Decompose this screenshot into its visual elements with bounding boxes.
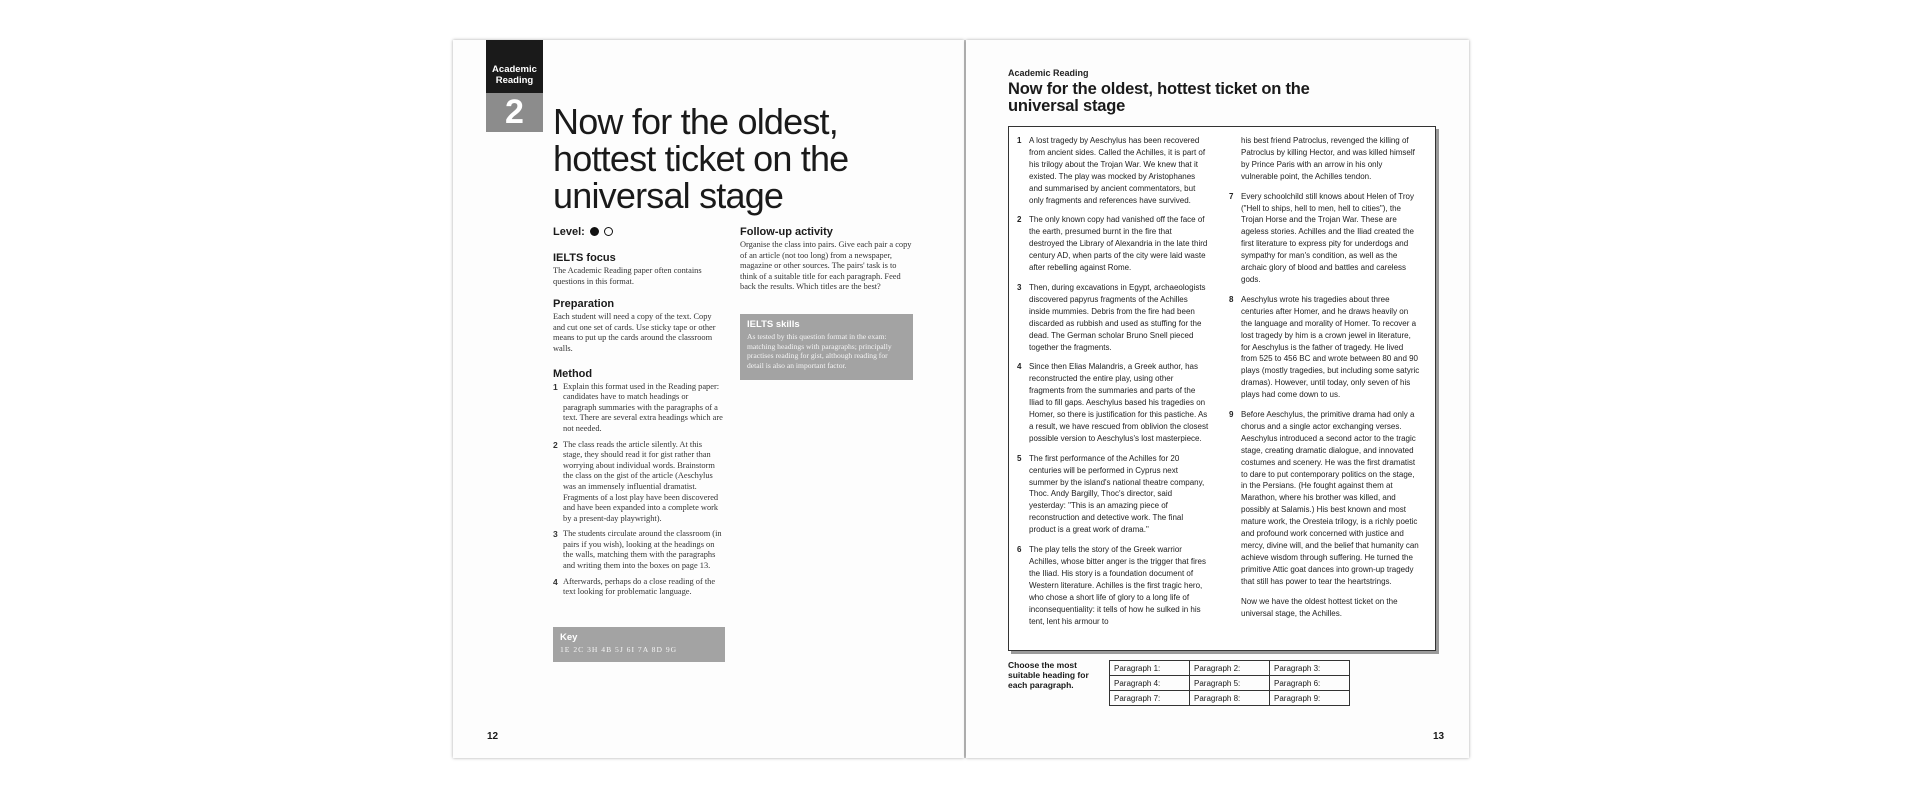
key-heading: Key bbox=[560, 632, 578, 643]
section-number: 2 bbox=[486, 93, 543, 132]
article-paragraph: 3 Then, during excavations in Egypt, archaeologists discovered papyrus fragments of the Achilles inside mummies. Debris from the fire had been discarded as rubbish and used as stuffing for the dead. The German scholar Bruno Snell pieced together the fragments. bbox=[1017, 282, 1206, 352]
level-dot-empty-icon bbox=[604, 227, 613, 236]
answer-cell[interactable]: Paragraph 2: bbox=[1190, 661, 1270, 676]
article-paragraph: 6 The play tells the story of the Greek warrior Achilles, whose bitter anger is the trigger that fires the Iliad. His story is a foundation document of Western literature. Achilles is the first tragic hero, who chose a short life of glory to a long life of inconsequentiality: it tells of how he sulked in his tent, lent his armour to bbox=[1017, 545, 1206, 626]
article-continuation: his best friend Patroclus, revenged the killing of Patroclus by killing Hector, and was killed himself by Prince Paris with an arrow in his only vulnerable point, the Achilles tendon. bbox=[1241, 136, 1415, 181]
right-column bbox=[740, 226, 914, 293]
page-number-right: 13 bbox=[1433, 731, 1445, 742]
ielts-skills-box bbox=[740, 314, 913, 380]
page-title: Now for the oldest, hottest ticket on the universal stage bbox=[553, 101, 849, 216]
article-title: Now for the oldest, hottest ticket on the universal stage bbox=[1008, 80, 1310, 115]
answer-cell[interactable]: Paragraph 9: bbox=[1270, 691, 1350, 706]
article-column-right bbox=[1229, 135, 1421, 627]
answer-cell[interactable]: Paragraph 1: bbox=[1110, 661, 1190, 676]
answer-cell[interactable]: Paragraph 3: bbox=[1270, 661, 1350, 676]
method-step: 1 Explain this format used in the Reading paper: candidates have to match headings or paragraph summaries with the paragraphs of a text. There are several extra headings which are not needed. bbox=[553, 381, 723, 433]
article-closing: Now we have the oldest hottest ticket on the universal stage, the Achilles. bbox=[1241, 596, 1398, 618]
article-box bbox=[1008, 126, 1436, 651]
page-number-left: 12 bbox=[487, 731, 499, 742]
article-paragraph: 7 Every schoolchild still knows about Helen of Troy ("Hell to ships, hell to men, hell to cities"), the Trojan Horse and the Trojan War. These are ageless stories. Achilles and the Iliad created the first literature to express pity for underdogs and sympathy for man's condition, as well as the archaic glory of blood and battles and careless gods. bbox=[1229, 191, 1414, 284]
table-row bbox=[1110, 676, 1350, 691]
key-box bbox=[553, 627, 725, 662]
table-row bbox=[1110, 661, 1350, 676]
article-paragraph: 8 Aeschylus wrote his tragedies about three centuries after Homer, and he draws heavily on the language and morality of Homer. To recover a lost tragedy by him is a crown jewel in literature, for Aeschylus is the father of tragedy. He lived from 525 to 456 BC and wrote between 80 and 90 plays (mostly tragedies, but including some satyric dramas). However, until today, only seven of his plays had come down to us. bbox=[1229, 294, 1420, 400]
article-paragraph: 9 Before Aeschylus, the primitive drama had only a chorus and a single actor exchanging verses. Aeschylus introduced a second actor to the tragic stage, creating dramatic dialogue, and innovated costumes and scenery. He was the first dramatist to dare to put contemporary politics on the stage, in the Persians. (He fought against them at Marathon, where his brother was killed, and possibly at Salamis.) His best known and most mature work, the Oresteia trilogy, is a richly poetic and profound work concerned with justice and mercy, divine will, and the belief that humanity can achieve wisdom through suffering. He turned the primitive Attic goat dances into grown-up tragedy that still has power to tear the heartstrings. bbox=[1229, 410, 1419, 586]
reading-subtitle: Academic Reading bbox=[1008, 68, 1089, 78]
level-row: Level: bbox=[553, 226, 723, 238]
method-step: 3 The students circulate around the classroom (in pairs if you wish), looking at the headings on the walls, matching them with the paragraphs and writing them into the boxes on page 13. bbox=[553, 529, 722, 571]
answer-cell[interactable]: Paragraph 4: bbox=[1110, 676, 1190, 691]
answer-cell[interactable]: Paragraph 7: bbox=[1110, 691, 1190, 706]
ielts-skills-heading: IELTS skills bbox=[747, 319, 800, 330]
ielts-focus-heading: IELTS focus bbox=[553, 252, 616, 264]
key-answers: 1E 2C 3H 4B 5J 6I 7A 8D 9G bbox=[560, 645, 678, 654]
answer-cell[interactable]: Paragraph 6: bbox=[1270, 676, 1350, 691]
section-tab bbox=[486, 40, 543, 132]
left-page bbox=[453, 40, 964, 758]
ielts-focus-body: The Academic Reading paper often contains questions in this format. bbox=[553, 266, 702, 286]
method-list bbox=[553, 382, 723, 598]
preparation-heading: Preparation bbox=[553, 298, 615, 311]
right-page bbox=[966, 40, 1469, 758]
article-column-left bbox=[1017, 135, 1209, 635]
ielts-skills-body: As tested by this question format in the exam: matching headings with paragraphs; principally practises reading for gist, although reading for detail is also an important factor. bbox=[747, 332, 892, 370]
method-step: 2 The class reads the article silently. At this stage, they should read it for gist rather than worrying about individual words. Brainstorm the class on the gist of the article (Aeschylus was an immensely influential dramatist. Fragments of a lost play have been discovered and have been expanded into a complete work by a present-day playwright). bbox=[553, 439, 719, 523]
choose-heading-instruction: Choose the most suitable heading for each paragraph. bbox=[1008, 660, 1089, 690]
article-paragraph: 2 The only known copy had vanished off the face of the earth, presumed burnt in the fire that destroyed the Library of Alexandria in the late third century AD, when parts of the city were laid waste after rebelling against Rome. bbox=[1017, 215, 1208, 273]
article-paragraph: 4 Since then Elias Malandris, a Greek author, has reconstructed the entire play, using other fragments from the summaries and parts of the Iliad to fill gaps. Aeschylus based his tragedies on Homer, so there is justification for this pastiche. As a result, we have rescued from oblivion the closest possible version to Aeschylus's lost masterpiece. bbox=[1017, 362, 1209, 443]
follow-up-heading: Follow-up activity bbox=[740, 226, 833, 238]
left-column bbox=[553, 226, 723, 603]
answer-cell[interactable]: Paragraph 5: bbox=[1190, 676, 1270, 691]
article-paragraph: 1 A lost tragedy by Aeschylus has been recovered from ancient sides. Called the Achilles, it is part of his trilogy about the Trojan War. We knew that it existed. The play was mocked by Aristophanes and summarised by ancient commentators, but only fragments and references have survived. bbox=[1017, 136, 1206, 205]
preparation-body: Each student will need a copy of the text. Copy and cut one set of cards. Use sticky tape or other means to put up the cards around the classroom walls. bbox=[553, 312, 716, 353]
method-heading: Method bbox=[553, 367, 593, 380]
follow-up-body: Organise the class into pairs. Give each pair a copy of an article (not too long) from a newspaper, magazine or other sources. The pairs' task is to think of a suitable title for each paragraph. Feed back the results. Which titles are the best? bbox=[740, 240, 912, 292]
table-row bbox=[1110, 691, 1350, 706]
article-paragraph: 5 The first performance of the Achilles for 20 centuries will be performed in Cyprus next summer by the island's national theatre company, Thoc. Andy Bargilly, Thoc's director, said yesterday: "This is an amazing piece of reconstruction and detective work. The final product is a great work of drama." bbox=[1017, 453, 1205, 535]
answer-cell[interactable]: Paragraph 8: bbox=[1190, 691, 1270, 706]
level-dot-filled-icon bbox=[590, 227, 599, 236]
method-step: 4 Afterwards, perhaps do a close reading of the text looking for problematic language. bbox=[553, 576, 716, 597]
section-tab-label: Academic Reading bbox=[486, 40, 543, 93]
answer-table bbox=[1109, 660, 1350, 706]
